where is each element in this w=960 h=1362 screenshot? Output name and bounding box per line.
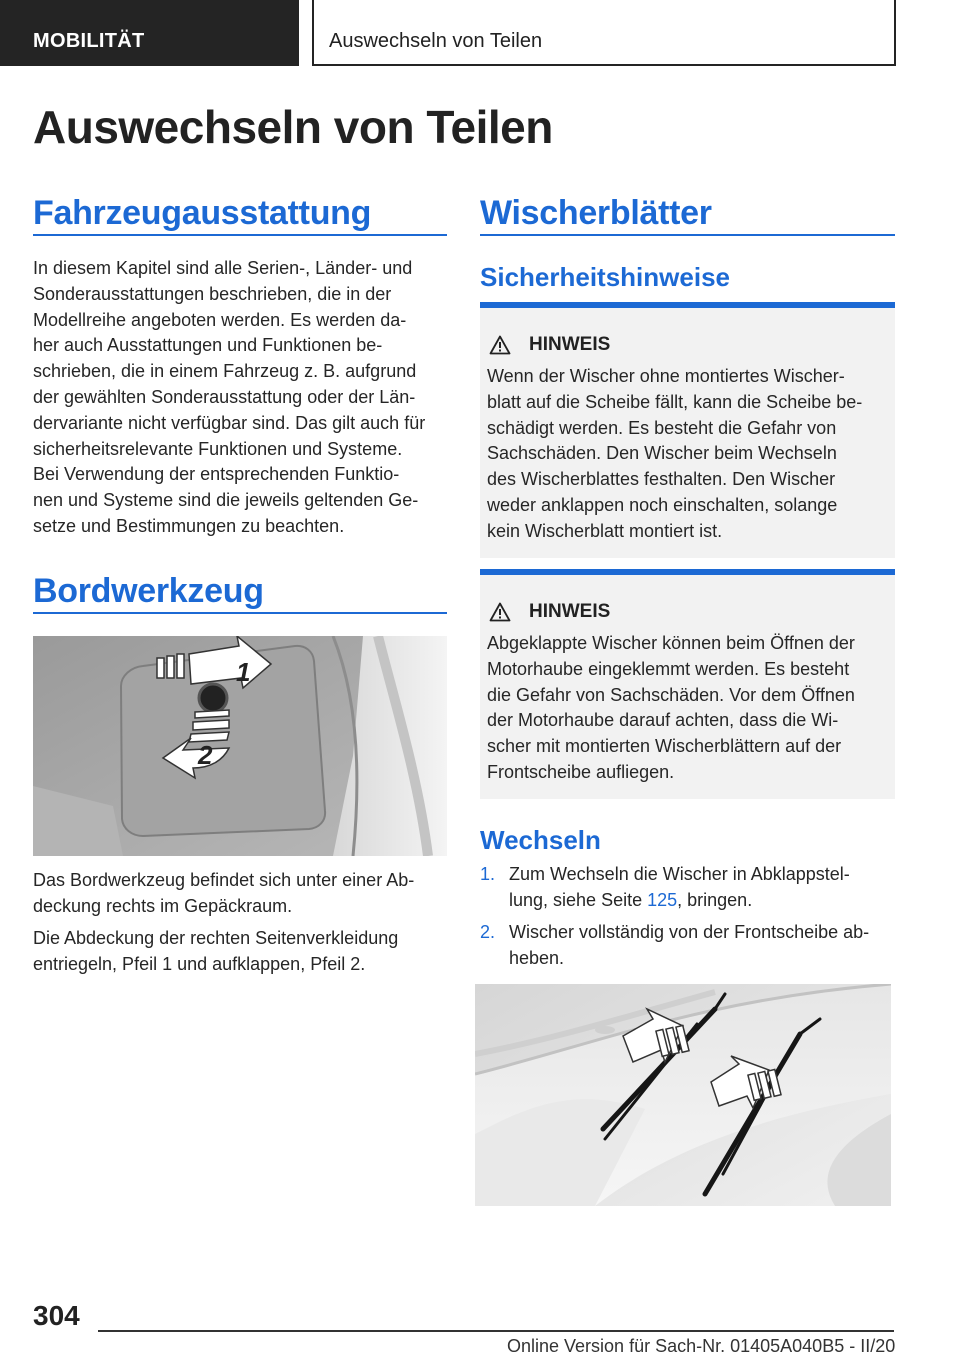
text-line: der gewählten Sonderausstattung oder der Län- xyxy=(33,386,416,407)
heading-equipment: Fahrzeugausstattung xyxy=(33,194,372,232)
text-line: Das Bordwerkzeug befindet sich unter einer Ab- xyxy=(33,870,415,890)
text-line: deckung rechts im Gepäckraum. xyxy=(33,895,293,916)
step-number: 2. xyxy=(480,922,496,942)
wiper-illustration xyxy=(475,984,891,1206)
notice-header xyxy=(489,334,610,356)
text-line: Frontscheibe aufliegen. xyxy=(487,761,675,782)
heading-wipers-rule xyxy=(480,234,895,236)
text-line: Motorhaube eingeklemmt werden. Es besteht xyxy=(487,658,850,679)
footer-rule xyxy=(98,1330,894,1332)
text-line: Sonderausstattungen beschrieben, die in der xyxy=(33,283,392,304)
step-number: 1. xyxy=(480,864,496,884)
text-line: scher mit montierten Wischerblättern auf der xyxy=(487,736,842,757)
heading-toolkit: Bordwerkzeug xyxy=(33,572,264,610)
heading-toolkit-rule xyxy=(33,612,447,614)
text-line: schädigt werden. Es besteht die Gefahr von xyxy=(487,417,837,438)
text-line: Wischer vollständig von der Frontscheibe ab- xyxy=(509,922,870,942)
text-line: sicherheitsrelevante Funktionen und Systeme. xyxy=(33,438,403,459)
text-line: Wenn der Wischer ohne montiertes Wischer- xyxy=(487,366,845,386)
text-line: heben. xyxy=(509,947,565,968)
text-line: her auch Ausstattungen und Funktionen be- xyxy=(33,335,383,356)
footer-text: Online Version für Sach-Nr. 01405A040B5 - II/20 xyxy=(507,1336,896,1356)
heading-equipment-rule xyxy=(33,234,447,236)
chapter-label: Auswechseln von Teilen xyxy=(329,30,543,52)
notice-box-2 xyxy=(480,569,895,799)
step-text xyxy=(509,862,895,914)
text-line: der Motorhaube darauf achten, dass die Wi- xyxy=(487,710,839,731)
warning-triangle-icon xyxy=(489,602,511,622)
text-line: Bei Verwendung der entsprechenden Funktio- xyxy=(33,464,400,485)
toolkit-location-paragraph xyxy=(33,868,453,920)
step-text xyxy=(509,920,895,972)
notice-text xyxy=(487,364,887,545)
text-line: weder anklappen noch einschalten, solange xyxy=(487,494,838,515)
text-line: setze und Bestimmungen zu beachten. xyxy=(33,515,345,536)
text-line: Zum Wechseln die Wischer in Abklappstel- xyxy=(509,864,850,884)
text-line: Abgeklappte Wischer können beim Öffnen der xyxy=(487,633,855,653)
text-line: die Gefahr von Sachschäden. Vor dem Öffnen xyxy=(487,684,855,705)
callout-2: 2 xyxy=(198,740,213,770)
notice-label: HINWEIS xyxy=(529,601,611,622)
text-line: blatt auf die Scheibe fällt, kann die Scheibe be- xyxy=(487,391,863,412)
text-fragment: , bringen. xyxy=(677,889,753,910)
section-label: MOBILITÄT xyxy=(33,30,145,52)
text-line: dervariante nicht verfügbar sind. Das gilt auch für xyxy=(33,412,426,433)
warning-triangle-icon xyxy=(489,335,511,355)
notice-header xyxy=(489,601,610,623)
text-line: Sachschäden. Den Wischer beim Wechseln xyxy=(487,443,837,464)
equipment-paragraph xyxy=(33,256,453,540)
text-line: Die Abdeckung der rechten Seitenverkleidung xyxy=(33,928,399,948)
text-line xyxy=(509,888,895,914)
page-number: 304 xyxy=(33,1300,80,1331)
chapter-tab xyxy=(312,0,896,66)
text-line: In diesem Kapitel sind alle Serien-, Länder- und xyxy=(33,258,413,278)
section-tab xyxy=(0,0,299,66)
heading-wipers: Wischerblätter xyxy=(480,194,712,232)
text-line: des Wischerblattes festhalten. Den Wischer xyxy=(487,469,836,490)
step-2 xyxy=(480,920,895,972)
toolkit-open-paragraph xyxy=(33,926,453,978)
text-line: entriegeln, Pfeil 1 und aufklappen, Pfeil 2. xyxy=(33,953,366,974)
page-title: Auswechseln von Teilen xyxy=(33,101,553,153)
page-reference-link[interactable]: 125 xyxy=(647,889,678,910)
text-fragment: lung, siehe Seite xyxy=(509,889,648,910)
text-line: nen und Systeme sind die jeweils geltenden Ge- xyxy=(33,490,419,511)
text-line: Modellreihe angeboten werden. Es werden da- xyxy=(33,309,407,330)
step-1 xyxy=(480,862,895,914)
notice-box-1 xyxy=(480,302,895,558)
heading-change: Wechseln xyxy=(480,825,601,855)
text-line: schrieben, die in einem Fahrzeug z. B. aufgrund xyxy=(33,361,417,382)
text-line: kein Wischerblatt montiert ist. xyxy=(487,520,723,541)
notice-label: HINWEIS xyxy=(529,334,611,355)
notice-text xyxy=(487,631,887,786)
callout-1: 1 xyxy=(236,657,251,687)
toolkit-cover-illustration xyxy=(33,636,447,856)
heading-safety: Sicherheitshinweise xyxy=(480,262,730,292)
